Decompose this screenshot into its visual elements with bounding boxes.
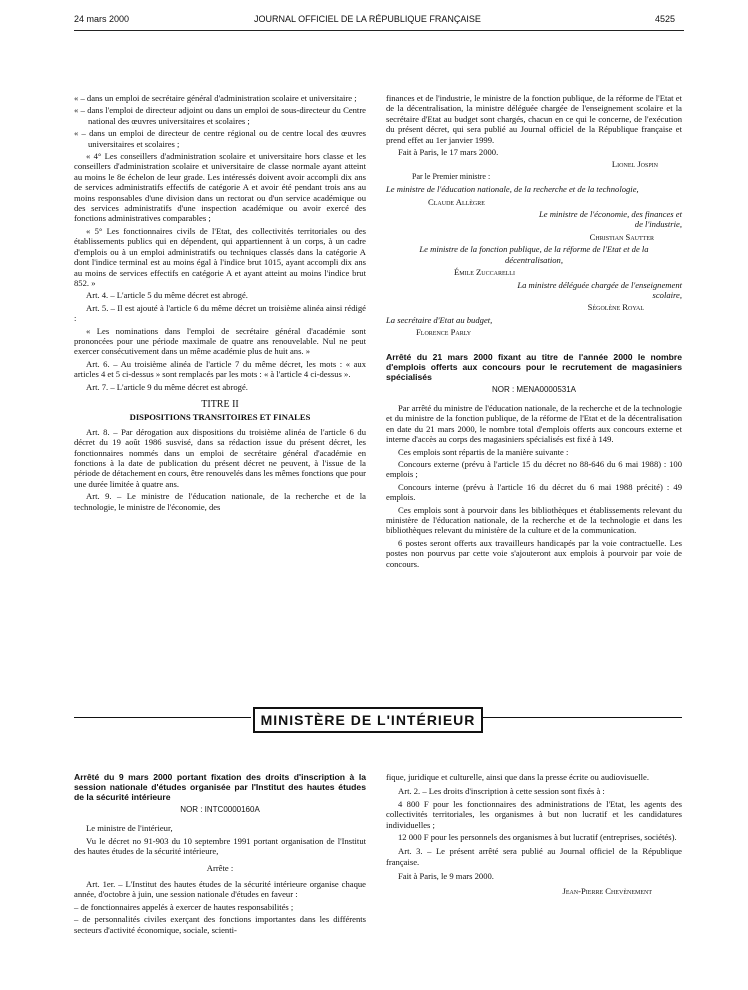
paragraph: Concours externe (prévu à l'article 15 du décret no 88-646 du 6 mai 1988) : 100 emplois ;	[386, 458, 682, 480]
header-rule	[74, 30, 684, 31]
paragraph: « – dans l'emploi de directeur adjoint ou dans un emploi de sous-directeur du Centre national des œuvres universitaires et scolaires ;	[74, 105, 366, 126]
paragraph: Par arrêté du ministre de l'éducation nationale, de la recherche et de la technologie et du ministre de la fonction publique, de la réforme de l'Etat et de la décentralisation en date du 21 mars 2000, le nombre total d'emplois offerts aux concours externe et interne d'accès au corps des magasiniers spécialisés est fixé à 149.	[386, 402, 682, 445]
signer-pm: Lionel Jospin	[611, 159, 658, 170]
ministry-banner: MINISTÈRE DE L'INTÉRIEUR	[253, 707, 483, 733]
arrete-keyword: Arrête :	[206, 862, 234, 873]
header-date: 24 mars 2000	[74, 14, 130, 24]
article-8: Art. 8. – Par dérogation aux dispositions du troisième alinéa de l'article 6 du décret du 19 août 1986 susvisé, dans sa rédaction issue du présent décret, les fonctionnaires nommés dans un emploi de secrétaire général d'académie en fonctions à la date de publication du présent décret ne peuvent, à l'issue de la période de détachement en cours, être renouvelés dans les mêmes fonctions que pour une durée limitée à quatre ans.	[74, 426, 366, 489]
paragraph: 6 postes seront offerts aux travailleurs handicapés par la voie contractuelle. Les postes non pourvus par cette voie s'ajouteront aux emplois à pourvoir par voie de concours.	[386, 537, 682, 569]
titre-subheading: DISPOSITIONS TRANSITOIRES ET FINALES	[129, 412, 311, 423]
signature-place: Fait à Paris, le 9 mars 2000.	[398, 871, 494, 882]
paragraph: « 5° Les fonctionnaires civils de l'Etat, des collectivités territoriales ou des établissements publics qui en dépendent, qui appartiennent à un corps, à un cadre d'emplois ou à un emploi administratifs ou techniques classés dans la catégorie A dont l'indice terminal est au moins égal à l'indice brut 1015, ayant accompli dix ans au moins de services effectifs en catégorie A et ayant atteint au moins l'indice brut 852. »	[74, 225, 366, 288]
right-column	[386, 93, 682, 571]
list-item: – de fonctionnaires appelés à exercer de hautes responsabilités ;	[74, 901, 294, 912]
paragraph: finances et de l'industrie, le ministre de la fonction publique, de la réforme de l'Etat et de la décentralisation, la ministre déléguée chargée de l'enseignement scolaire et la secrétaire d'Etat au budget sont chargés, chacun en ce qui le concerne, de l'exécution du présent décret, qui sera publié au Journal officiel de la République française et prend effet au 1er janvier 1999.	[386, 93, 682, 145]
signer-name: Jean-Pierre Chevènement	[562, 885, 652, 896]
article-4: Art. 4. – L'article 5 du même décret est abrogé.	[86, 290, 248, 301]
paragraph: fique, juridique et culturelle, ainsi que dans la presse écrite ou audiovisuelle.	[386, 772, 649, 782]
paragraph: 4 800 F pour les fonctionnaires des administrations de l'Etat, les agents des collectivités territoriales, les organismes à but non lucratif et les candidatures individuelles ;	[386, 798, 682, 830]
nor-reference: NOR : MENA0000531A	[491, 384, 577, 394]
signer-name: Christian Sautter	[589, 231, 654, 242]
left-column	[74, 93, 366, 514]
paragraph: Ces emplois sont répartis de la manière suivante :	[398, 446, 569, 457]
article-5: Art. 5. – Il est ajouté à l'article 6 du même décret un troisième alinéa ainsi rédigé :	[74, 302, 366, 324]
signer-title: Le ministre de la fonction publique, de la réforme de l'Etat et de la décentralisation,	[419, 244, 649, 265]
by-pm: Par le Premier ministre :	[412, 171, 491, 181]
titre-heading: TITRE II	[201, 398, 239, 410]
article-7: Art. 7. – L'article 9 du même décret est abrogé.	[86, 381, 248, 392]
arrete-title: Arrêté du 9 mars 2000 portant fixation des droits d'inscription à la session nationale d'études organisée par l'Institut des hautes études de la sécurité intérieure	[74, 772, 366, 802]
nor-reference: NOR : INTC0000160A	[180, 805, 260, 814]
signer-title: La ministre déléguée chargée de l'enseignement scolaire,	[517, 279, 682, 300]
article-1: Art. 1er. – L'Institut des hautes études de la sécurité intérieure organise chaque année, d'octobre à juin, une session nationale d'études en faveur :	[74, 879, 366, 900]
list-item: – de personnalités civiles exerçant des fonctions importantes dans les différents secteurs d'activité économique, sociale, scienti-	[74, 914, 366, 935]
arrete2-left-column	[74, 772, 366, 937]
paragraph: Ces emplois sont à pourvoir dans les bibliothèques et établissements relevant du ministère de l'éducation nationale, de la recherche et de la technologie et dans les bibliothèques relevant du ministère de la culture et de la communication.	[386, 504, 682, 536]
paragraph: « – dans un emploi de directeur de centre régional ou de centre local des œuvres universitaires et scolaires ;	[74, 128, 366, 149]
article-2: Art. 2. – Les droits d'inscription à cette session sont fixés à :	[398, 786, 605, 797]
paragraph: Le ministre de l'intérieur,	[86, 823, 173, 834]
signer-title: Le ministre de l'économie, des finances et de l'industrie,	[538, 209, 682, 230]
banner-rule-right	[483, 717, 682, 718]
paragraph: Vu le décret no 91-903 du 10 septembre 1991 portant organisation de l'Institut des hautes études de la sécurité intérieure,	[74, 835, 366, 857]
arrete-title: Arrêté du 21 mars 2000 fixant au titre de l'année 2000 le nombre d'emplois offerts aux concours pour le recrutement de magasiniers spécialisés	[386, 351, 682, 382]
article-3: Art. 3. – Le présent arrêté sera publié au Journal officiel de la République française.	[386, 846, 682, 867]
paragraph: Concours interne (prévu à l'article 16 du décret du 6 mai 1988 précité) : 49 emplois.	[386, 481, 682, 503]
signer-name: Claude Allègre	[428, 196, 485, 207]
paragraph: « Les nominations dans l'emploi de secrétaire général d'académie sont prononcées pour une période maximale de quatre ans renouvelable. Nul ne peut exercer consécutivement dans un même académie plus de huit ans. »	[74, 325, 366, 357]
signature-place: Fait à Paris, le 17 mars 2000.	[398, 147, 499, 158]
paragraph: 12 000 F pour les personnels des organismes à but lucratif (entreprises, sociétés).	[398, 832, 677, 843]
paragraph: « – dans un emploi de secrétaire général d'administration scolaire et universitaire ;	[74, 93, 357, 103]
article-9: Art. 9. – Le ministre de l'éducation nationale, de la recherche et de la technologie, le ministre de l'économie, des	[74, 491, 366, 512]
banner-rule-left	[74, 717, 251, 718]
arrete2-right-column	[386, 772, 682, 898]
paragraph: « 4° Les conseillers d'administration scolaire et universitaire hors classe et les conseillers d'administration scolaire et universitaire de classe normale ayant atteint au moins le 8e échelon de leur grade. Les intéressés doivent avoir accompli dix ans de services administratifs effectifs de catégorie A et avoir été pendant trois ans au moins responsables d'une division dans un rectorat ou d'un service académique ou des services administratifs d'une inspection académique ou avoir exercé des fonctions administratives comparables ;	[74, 151, 366, 224]
header-title: JOURNAL OFFICIEL DE LA RÉPUBLIQUE FRANÇAISE	[254, 14, 481, 24]
signer-name: Émile Zuccarelli	[454, 267, 515, 278]
signer-name: Ségolène Royal	[587, 302, 644, 313]
signer-title: La secrétaire d'Etat au budget,	[386, 314, 493, 325]
article-6: Art. 6. – Au troisième alinéa de l'article 7 du même décret, les mots : « aux articles 4 et 5 ci-dessus » sont remplacés par les mots : « à l'article 4 ci-dessus ».	[74, 358, 366, 380]
signer-title: Le ministre de l'éducation nationale, de la recherche et de la technologie,	[386, 184, 639, 195]
signer-name: Florence Parly	[416, 327, 472, 338]
header-page-number: 4525	[655, 14, 676, 24]
